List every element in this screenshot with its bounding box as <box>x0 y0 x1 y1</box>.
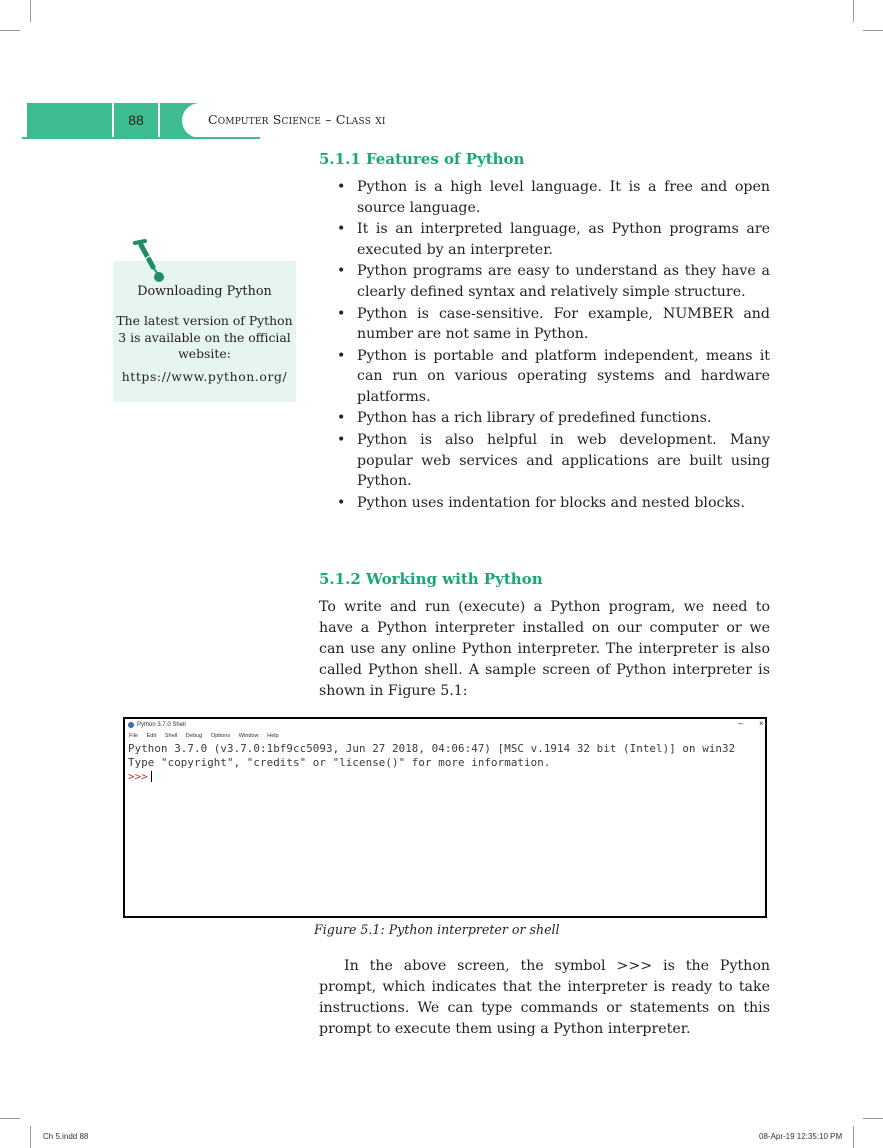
sidebar-body: The latest version of Python 3 is available on the official website: <box>116 313 293 361</box>
list-item-text: Python is a high level language. It is a free and open source language. <box>357 179 770 216</box>
shell-input-line[interactable] <box>128 770 152 783</box>
list-item <box>337 304 770 345</box>
bullet-icon: • <box>337 410 346 427</box>
menu-debug[interactable]: Debug <box>185 733 203 739</box>
list-item <box>337 430 770 492</box>
crop-mark <box>853 0 854 22</box>
crop-mark <box>0 1118 20 1119</box>
close-button[interactable]: × <box>759 719 764 728</box>
shell-window-title: Python 3.7.0 Shell <box>137 722 186 728</box>
list-item-text: Python has a rich library of predefined functions. <box>357 410 712 427</box>
shell-prompt: >>> <box>128 770 148 783</box>
bullet-icon: • <box>337 305 346 322</box>
header-rule <box>22 137 260 139</box>
menu-window[interactable]: Window <box>238 733 259 739</box>
crop-mark <box>0 30 20 31</box>
footer-file-info: Ch 5.indd 88 <box>43 1132 89 1141</box>
menu-file[interactable]: File <box>129 733 139 739</box>
python-icon <box>128 722 134 728</box>
closing-paragraph: In the above screen, the symbol >>> is the Python prompt, which indicates that the interpreter is ready to take instructions. We can type commands or statements on this prompt to execute them using a Python interpreter. <box>319 958 770 1037</box>
pushpin-icon <box>123 237 171 285</box>
section-heading-working: 5.1.2 Working with Python <box>319 570 543 588</box>
shell-titlebar <box>125 719 765 731</box>
text-cursor <box>151 771 152 782</box>
list-item <box>337 261 770 302</box>
list-item-text: Python is case-sensitive. For example, NUMBER and number are not same in Python. <box>357 305 770 343</box>
footer-timestamp: 08-Apr-19 12:35:10 PM <box>759 1132 843 1141</box>
crop-mark <box>30 1126 31 1148</box>
bullet-icon: • <box>337 432 346 449</box>
page-number: 88 <box>114 103 158 138</box>
bullet-icon: • <box>337 221 346 238</box>
list-item-text: Python programs are easy to understand as they have a clearly defined syntax and relatively simple structure. <box>357 263 770 300</box>
book-title-text: Computer Science – Class xi <box>208 112 386 127</box>
features-list <box>337 177 770 515</box>
crop-mark <box>863 1118 883 1119</box>
shell-menubar <box>129 731 286 741</box>
shell-info-line: Type "copyright", "credits" or "license()" for more information. <box>128 756 551 769</box>
bullet-icon: • <box>337 263 346 280</box>
menu-edit[interactable]: Edit <box>146 733 157 739</box>
list-item-text: It is an interpreted language, as Python programs are executed by an interpreter. <box>357 221 770 258</box>
book-title <box>208 112 386 127</box>
crop-mark <box>30 0 31 22</box>
crop-mark <box>853 1126 854 1148</box>
shell-banner-line: Python 3.7.0 (v3.7.0:1bf9cc5093, Jun 27 2018, 04:06:47) [MSC v.1914 32 bit (Intel)] on win32 <box>128 742 736 755</box>
menu-help[interactable]: Help <box>267 733 279 739</box>
python-shell-window <box>123 717 767 918</box>
bullet-icon: • <box>337 494 346 511</box>
list-item-text: Python is portable and platform independent, means it can run on various operating systems and hardware platforms. <box>357 347 770 405</box>
section-heading-features: 5.1.1 Features of Python <box>319 150 525 168</box>
crop-mark <box>863 30 883 31</box>
list-item-text: Python uses indentation for blocks and nested blocks. <box>357 494 745 511</box>
list-item <box>337 219 770 260</box>
list-item-text: Python is also helpful in web development. Many popular web services and applications are built using Python. <box>357 432 770 490</box>
header-band <box>27 103 112 138</box>
menu-shell[interactable]: Shell <box>164 733 178 739</box>
menu-options[interactable]: Options <box>210 733 231 739</box>
python-website-link[interactable]: https://www.python.org/ <box>121 369 288 384</box>
bullet-icon: • <box>337 347 346 364</box>
figure-caption: Figure 5.1: Python interpreter or shell <box>314 922 560 937</box>
minimize-button[interactable]: – <box>738 718 744 728</box>
bullet-icon: • <box>337 179 346 195</box>
list-item <box>337 177 770 218</box>
sidebar-title: Downloading Python <box>137 284 272 299</box>
list-item <box>337 493 770 514</box>
list-item <box>337 408 770 429</box>
working-paragraph: To write and run (execute) a Python program, we need to have a Python interpreter installed on our computer or we can use any online Python interpreter. The interpreter is also called Python shell. A sample screen of Python interpreter is shown in Figure 5.1: <box>319 599 770 699</box>
list-item <box>337 346 770 408</box>
